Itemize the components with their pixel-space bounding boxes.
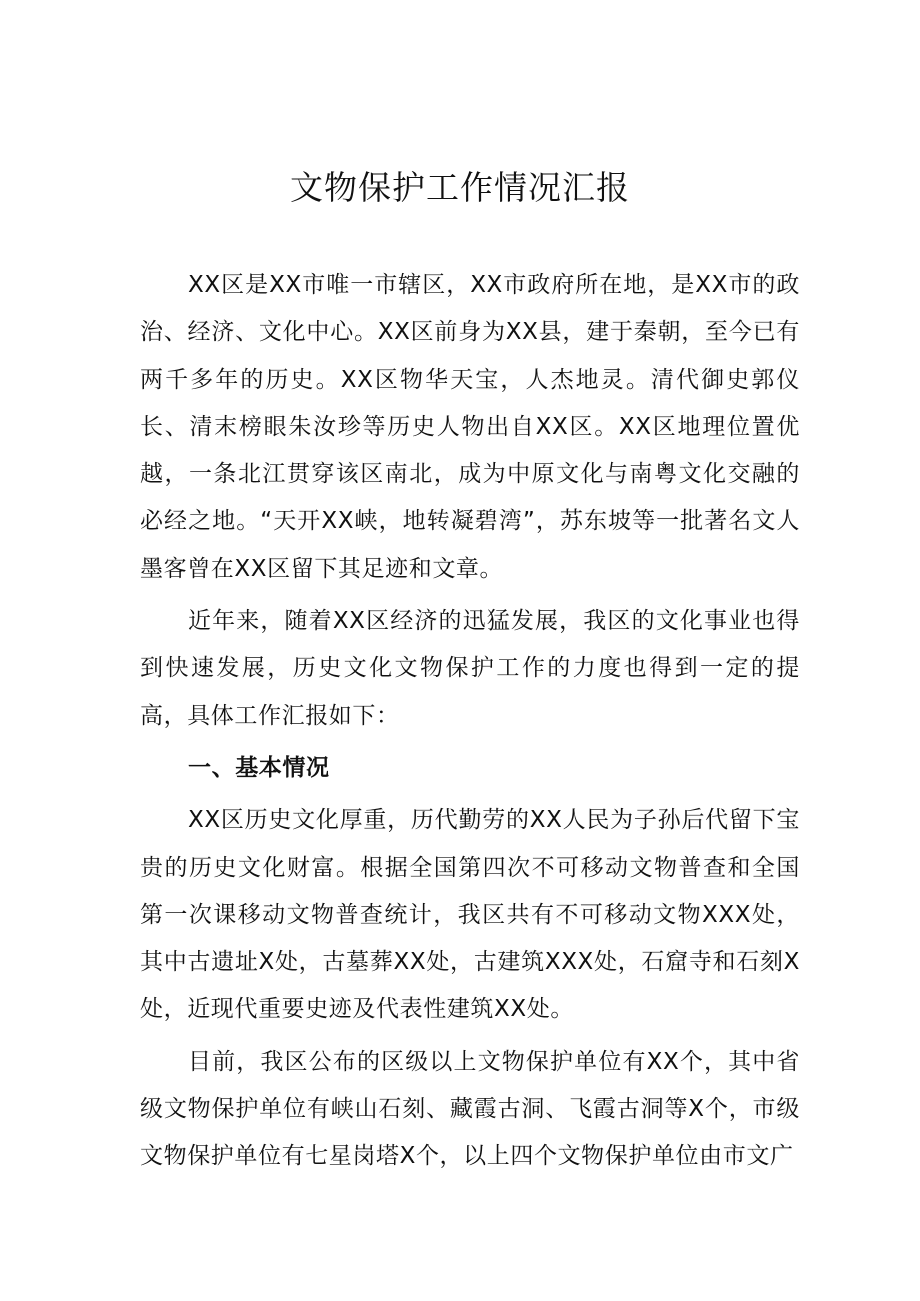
- section-paragraph: 目前，我区公布的区级以上文物保护单位有XX个，其中省级文物保护单位有峡山石刻、藏霞古洞、飞霞古洞等X个，市级文物保护单位有七星岗塔X个，以上四个文物保护单位由市文广: [140, 1048, 800, 1170]
- section-heading: 一、基本情况: [188, 754, 330, 781]
- section-paragraph: XX区历史文化厚重，历代勤劳的XX人民为子孙后代留下宝贵的历史文化财富。根据全国第四次不可移动文物普查和全国第一次课移动文物普查统计，我区共有不可移动文物XXX处，其中古遗址X处，古墓葬XX处，古建筑XXX处，石窟寺和石刻X处，近现代重要史迹及代表性建筑XX处。: [140, 807, 800, 1023]
- document-title: 文物保护工作情况汇报: [290, 168, 630, 207]
- intro-paragraph: XX区是XX市唯一市辖区，XX市政府所在地，是XX市的政治、经济、文化中心。XX区前身为XX县，建于秦朝，至今已有两千多年的历史。XX区物华天宝，人杰地灵。清代御史郭仪长、清末榜眼朱汝珍等历史人物出自XX区。XX区地理位置优越，一条北江贯穿该区南北，成为中原文化与南粤文化交融的必经之地。“天开XX峡，地转凝碧湾”，苏东坡等一批著名文人墨客曾在XX区留下其足迹和文章。: [140, 272, 800, 582]
- intro-paragraph: 近年来，随着XX区经济的迅猛发展，我区的文化事业也得到快速发展，历史文化文物保护工作的力度也得到一定的提高，具体工作汇报如下：: [140, 608, 800, 729]
- document-body: [140, 262, 800, 1186]
